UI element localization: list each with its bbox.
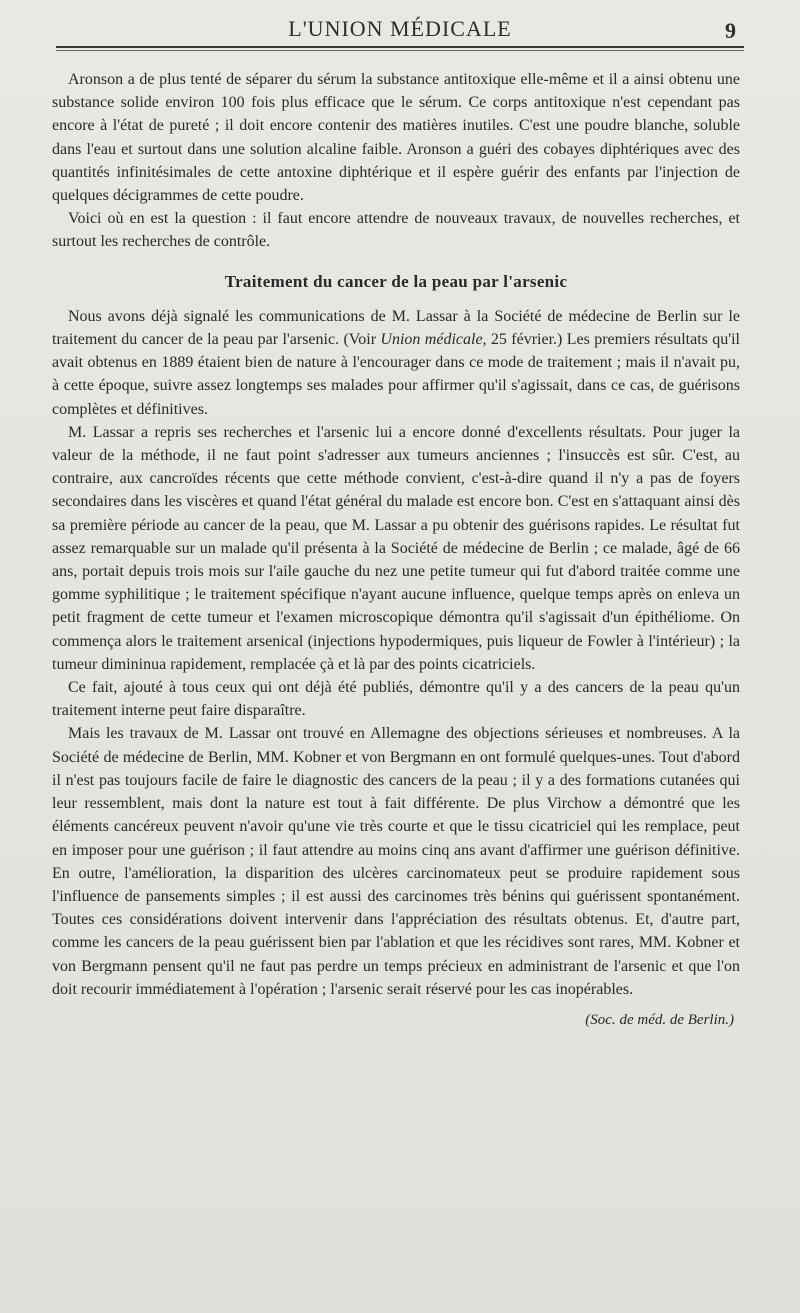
article-paragraph-4: Mais les travaux de M. Lassar ont trouvé en Allemagne des objections sérieuses et nombreuses. A la Société de médecine de Berlin, MM. Kobner et von Bergmann en ont formulé quelques-unes. Tout d'abord il n'est pas toujours facile de faire le diagnostic des cancers de la peau ; il y a des formations cutanées qui leur ressemblent, mais dont la nature est tout à fait différente. De plus Virchow a démontré que les éléments cancéreux peuvent n'avoir qu'une vie très courte et que le tissu cicatriciel qui les remplace, peut en imposer pour une guérison ; il faut attendre au moins cinq ans avant d'affirmer une guérison définitive. En outre, l'amélioration, la disparition des ulcères carcinomateux peut se produire rapidement sous l'influence de pansements simples ; il est aussi des carcinomes très bénins qui guérissent spontanément. Toutes ces considérations doivent intervenir dans l'appréciation des résultats obtenus. Et, d'autre part, comme les cancers de la peau guérissent bien par l'ablation et que les récidives sont rares, MM. Kobner et von Bergmann pensent qu'il ne faut pas perdre un temps précieux en administrant de l'arsenic et que l'on doit recourir immédiatement à l'opération ; l'arsenic serait réservé pour les cas inopérables. — [52, 725, 740, 998]
article-paragraph-2: M. Lassar a repris ses recherches et l'arsenic lui a encore donné d'excellents résultats. Pour juger la valeur de la méthode, il ne faut point s'adresser aux tumeurs anciennes ; l'insuccès est sûr. C'est, au contraire, aux cancroïdes récents que cette méthode convient, c'est-à-dire quand il n'y a pas de foyers secondaires dans les viscères et quand l'état général du malade est encore bon. C'est en s'attaquant ainsi dès sa première période au cancer de la peau, que M. Lassar a pu obtenir des guérisons rapides. Le résultat fut assez remarquable sur un malade qu'il présenta à la Société de médecine de Berlin ; ce malade, âgé de 66 ans, portait depuis trois mois sur l'aile gauche du nez une petite tumeur qui fut d'abord traitée comme une gomme syphilitique ; le traitement spécifique n'ayant aucune influence, quelque temps après on enleva un petit fragment de cette tumeur et l'examen microscopique démontra qu'il s'agissait d'un épithéliome. On commença alors le traitement arsenical (injections hypodermiques, puis liqueur de Fowler à l'intérieur) ; la tumeur dimininua rapidement, remplacée çà et là par des points cicatriciels. — [52, 423, 740, 673]
journal-title: L'UNION MÉDICALE — [288, 16, 512, 41]
article-paragraph-3: Ce fait, ajouté à tous ceux qui ont déjà été publiés, démontre qu'il y a des cancers de la peau qu'un traitement interne peut faire disparaître. — [52, 679, 740, 720]
intro-paragraph-2: Voici où en est la question : il faut encore attendre de nouveaux travaux, de nouvelles recherches, et surtout les recherches de contrôle. — [52, 210, 740, 251]
article-paragraph-1-start: Nous avons déjà signalé les communications de M. Lassar à la Société de médecine de Berlin sur le traitement du cancer de la peau par l'arsenic. (Voir — [52, 307, 740, 349]
header-rule-thin — [56, 50, 744, 51]
source-citation: (Soc. de méd. de Berlin.) — [585, 1011, 734, 1028]
intro-paragraph-1: Aronson a de plus tenté de séparer du sérum la substance antitoxique elle-même et il a ainsi obtenu une substance solide environ 100 fois plus efficace que le sérum. Ce corps antitoxique n'est cependant pas encore à l'état de pureté ; il doit encore contenir des matières inutiles. C'est une poudre blanche, soluble dans l'eau et surtout dans une solution alcaline faible. Aronson a guéri des cobayes diphtériques avec des quantités infinitésimales de cette antoxine diphtérique et il espère guérir des enfants par l'injection de quelques décigrammes de cette poudre. — [52, 71, 740, 205]
article-paragraph-1-end: 25 février.) Les premiers résultats qu'il avait obtenus en 1889 étaient bien de nature à l'encourager dans ce mode de traitement ; mais il n'avait pu, à cette époque, suivre assez longtemps ses malades pour affirmer qu'il s'agissait, dans ce cas, de guérisons complètes et définitives. — [52, 331, 741, 418]
header-rule — [56, 46, 744, 48]
page-number: 9 — [725, 18, 736, 43]
journal-reference: Union médicale, — [380, 331, 487, 349]
article-title: Traitement du cancer de la peau par l'arsenic — [224, 271, 568, 291]
page-body — [52, 68, 740, 1032]
running-header — [0, 8, 800, 44]
article-paragraph-1 — [52, 305, 740, 421]
